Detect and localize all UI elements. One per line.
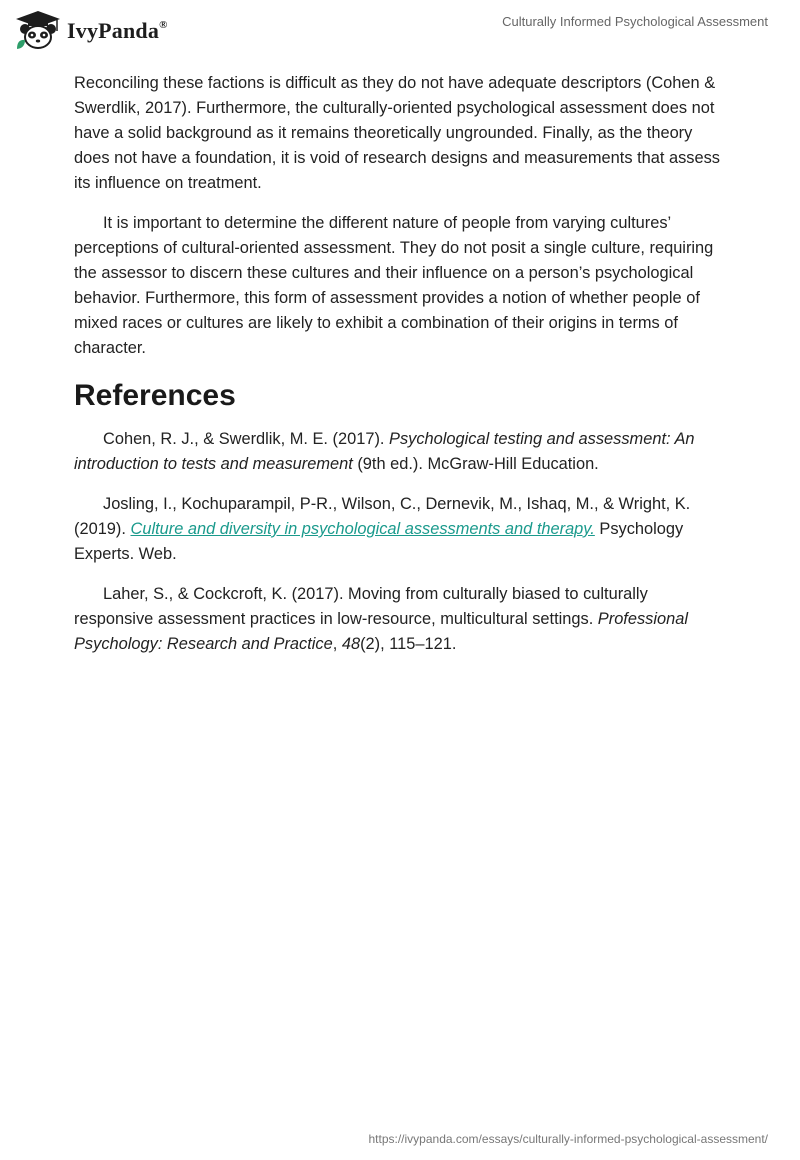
essay-content	[74, 71, 724, 672]
reference-entry	[74, 582, 724, 657]
registered-mark: ®	[159, 18, 168, 31]
reference-details: (9th ed.). McGraw-Hill Education.	[352, 455, 599, 473]
reference-link[interactable]: Culture and diversity in psychological assessments and therapy.	[130, 520, 595, 538]
panda-graduate-icon	[13, 9, 63, 51]
reference-authors: Cohen, R. J., & Swerdlik, M. E. (2017).	[103, 430, 390, 448]
page-header	[0, 0, 800, 60]
reference-volume: 48	[341, 635, 361, 653]
brand-name: IvyPanda	[67, 18, 160, 43]
reference-authors: Laher, S., & Cockcroft, K. (2017). Moving from culturally biased to culturally responsive assessment practices in low-resource, multicultural settings.	[74, 585, 648, 628]
running-title: Culturally Informed Psychological Assessment	[502, 14, 768, 29]
reference-separator: ,	[332, 635, 342, 653]
footer-url: https://ivypanda.com/essays/culturally-informed-psychological-assessment/	[368, 1132, 768, 1146]
reference-journal: Professional Psychology: Research and Practice	[74, 610, 688, 653]
reference-entry	[74, 492, 724, 567]
reference-entry	[74, 427, 724, 477]
ivypanda-logo[interactable]	[13, 9, 168, 51]
reference-authors: Josling, I., Kochuparampil, P-R., Wilson, C., Dernevik, M., Ishaq, M., & Wright, K. (2019).	[74, 495, 691, 538]
references-heading: References	[74, 379, 236, 412]
reference-details: (2), 115–121.	[360, 635, 457, 653]
reference-details: Psychology Experts. Web.	[74, 520, 684, 563]
body-paragraph: Reconciling these factions is difficult as they do not have adequate descriptors (Cohen & Swerdlik, 2017). Furthermore, the culturally-oriented psychological assessment does not have a solid background as it remains theoretically ungrounded. Finally, as the theory does not have a foundation, it is void of research designs and measurements that assess its influence on treatment.	[74, 74, 720, 192]
reference-title: Psychological testing and assessment: An introduction to tests and measurement	[74, 430, 695, 473]
body-paragraph: It is important to determine the different nature of people from varying cultures’ perceptions of cultural-oriented assessment. They do not posit a single culture, requiring the assessor to discern these cultures and their influence on a person’s psychological behavior. Furthermore, this form of assessment provides a notion of whether people of mixed races or cultures are likely to exhibit a combination of their origins in terms of character.	[74, 214, 714, 357]
